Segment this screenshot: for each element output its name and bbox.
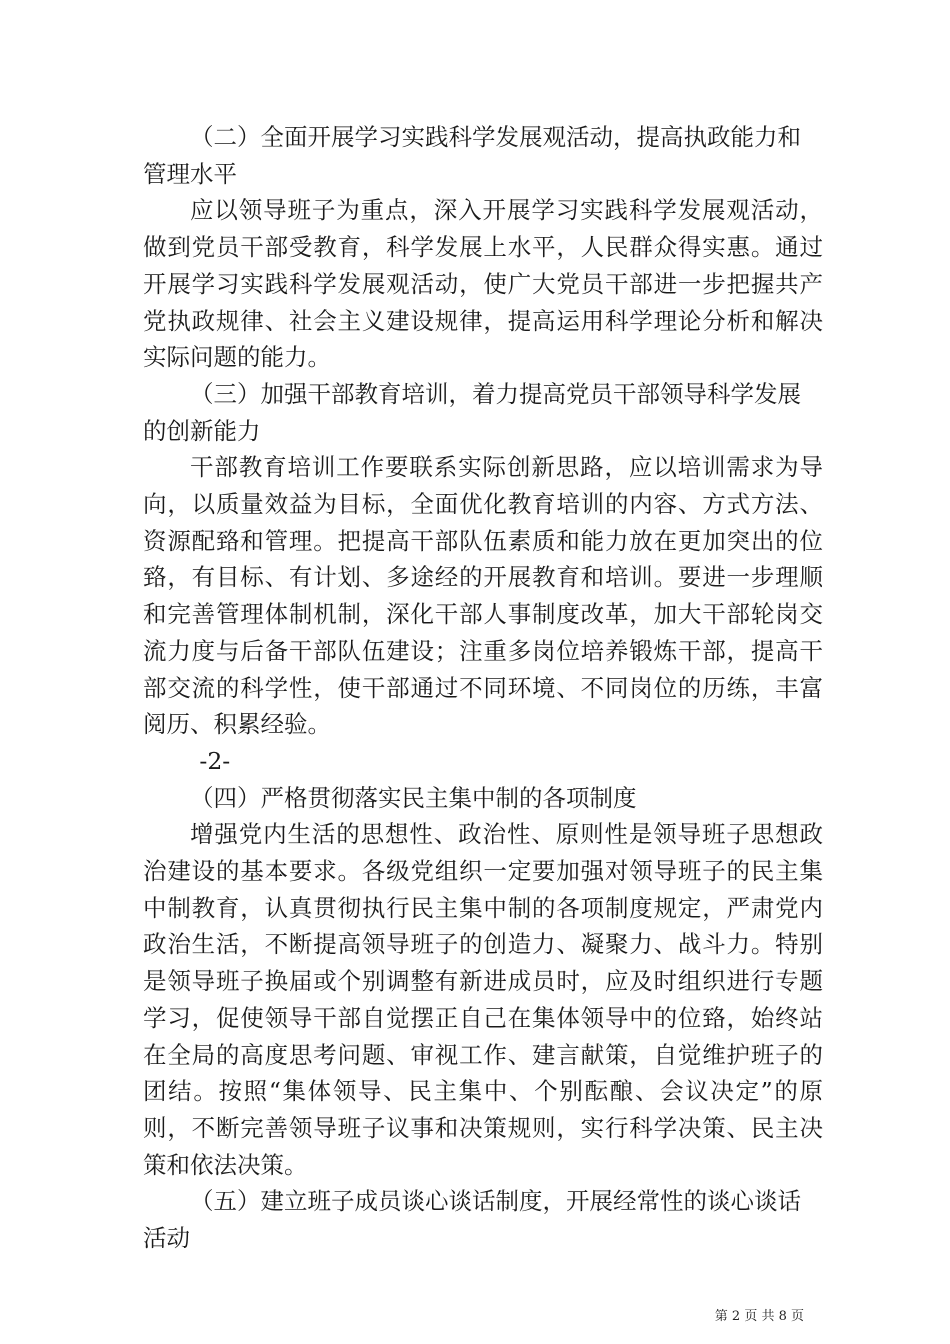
inline-page-marker: -2- [199,746,231,775]
document-body [143,119,823,1257]
section-paragraph-3: 干部教育培训工作要联系实际创新思路，应以培训需求为导向，以质量效益为目标，全面优化教育培训的内容、方式方法、资源配臵和管理。把提高干部队伍素质和能力放在更加突出的位臵，有目标、有计划、多途经的开展教育和培训。要进一步理顺和完善管理体制机制，深化干部人事制度改革，加大干部轮岗交流力度与后备干部队伍建设；注重多岗位培养锻炼干部，提高干部交流的科学性，使干部通过不同环境、不同岗位的历练，丰富阅历、积累经验。 [143,453,823,739]
section-heading-3: （三）加强干部教育培训，着力提高党员干部领导科学发展的创新能力 [143,379,801,445]
section-heading-5: （五）建立班子成员谈心谈话制度，开展经常性的谈心谈话活动 [143,1187,801,1253]
section-paragraph-2: 应以领导班子为重点，深入开展学习实践科学发展观活动，做到党员干部受教育，科学发展上水平，人民群众得实惠。通过开展学习实践科学发展观活动，使广大党员干部进一步把握共产党执政规律、社会主义建设规律，提高运用科学理论分析和解决实际问题的能力。 [143,196,823,372]
section-heading-4: （四）严格贯彻落实民主集中制的各项制度 [190,783,637,812]
section-heading-2: （二）全面开展学习实践科学发展观活动，提高执政能力和管理水平 [143,123,801,188]
section-paragraph-4: 增强党内生活的思想性、政治性、原则性是领导班子思想政治建设的基本要求。各级党组织一定要加强对领导班子的民主集中制教育，认真贯彻执行民主集中制的各项制度规定，严肃党内政治生活，不断提高领导班子的创造力、凝聚力、战斗力。特别是领导班子换届或个别调整有新进成员时，应及时组织进行专题学习，促使领导干部自觉摆正自己在集体领导中的位臵，始终站在全局的高度思考问题、审视工作、建言献策，自觉维护班子的团结。按照“集体领导、民主集中、个别酝酿、会议决定”的原则，不断完善领导班子议事和决策规则，实行科学决策、民主决策和依法决策。 [143,820,823,1179]
page-number-footer: 第 2 页 共 8 页 [714,1309,804,1324]
